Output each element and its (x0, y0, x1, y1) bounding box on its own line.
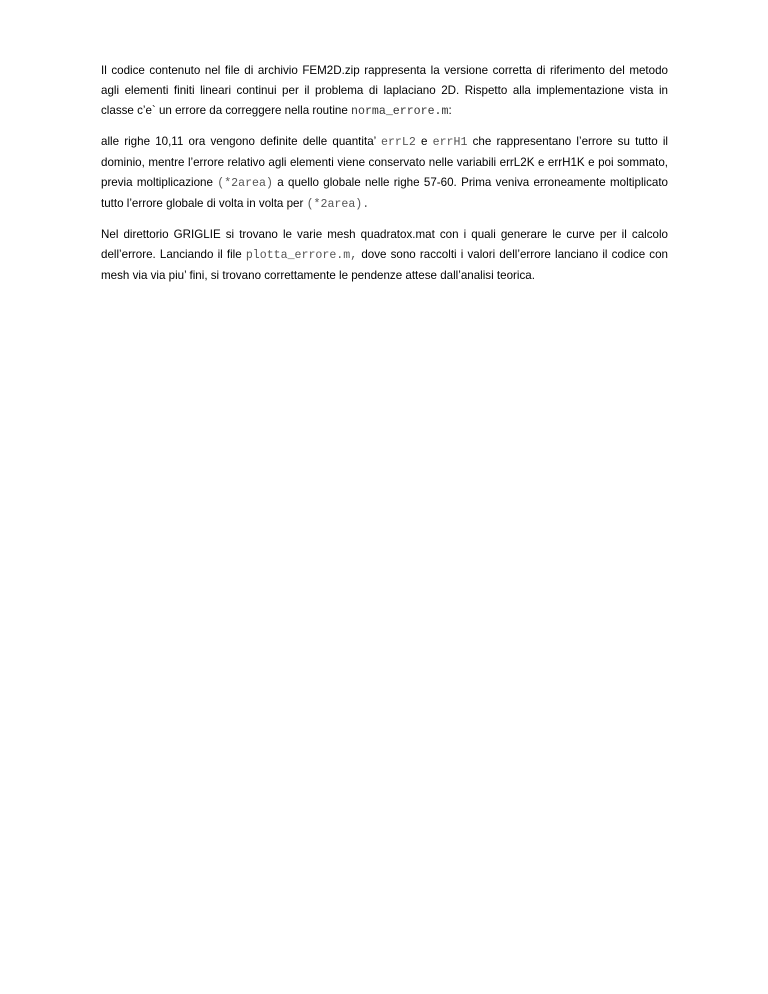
code-variable: errL2 (380, 136, 416, 149)
paragraph-correction (101, 132, 668, 215)
code-expression: (*2area) (217, 177, 273, 190)
paragraph-text: dove sono raccolti i valori dell’errore lanciano il codice con mesh via via piu’ fini, si trovano correttamente le pendenze attese dall’analisi teorica. (101, 248, 669, 282)
code-filename: norma_errore.m (351, 105, 449, 118)
code-variable: errH1 (432, 136, 468, 149)
code-filename: plotta_errore.m, (245, 249, 358, 262)
paragraph-text: Nel direttorio GRIGLIE si trovano le varie mesh quadratox.mat con i quali generare le curve per il calcolo dell’errore. Lanciando il file (101, 228, 668, 261)
paragraph-text: : (448, 104, 452, 117)
document-body (101, 61, 668, 296)
paragraph-intro (101, 61, 668, 122)
paragraph-text: alle righe 10,11 ora vengono definite delle quantita’ (101, 135, 381, 148)
paragraph-text: e (415, 135, 433, 148)
paragraph-text: Il codice contenuto nel file di archivio FEM2D.zip rappresenta la versione corretta di riferimento del metodo agli elementi finiti lineari continui per il problema di laplaciano 2D. Rispetto alla implementazione vista in classe c’e` un errore da correggere nella routine (101, 64, 668, 117)
paragraph-text: che rappresentano l’errore su tutto il dominio, mentre l’errore relativo agli elementi viene conservato nelle variabili errL2K e errH1K e poi sommato, previa moltiplicazione (101, 135, 669, 189)
paragraph-text: a quello globale nelle righe 57-60. Prima veniva erroneamente moltiplicato tutto l’errore globale di volta in volta per (101, 176, 669, 210)
paragraph-grids (101, 225, 668, 286)
code-expression: (*2area). (306, 198, 370, 211)
